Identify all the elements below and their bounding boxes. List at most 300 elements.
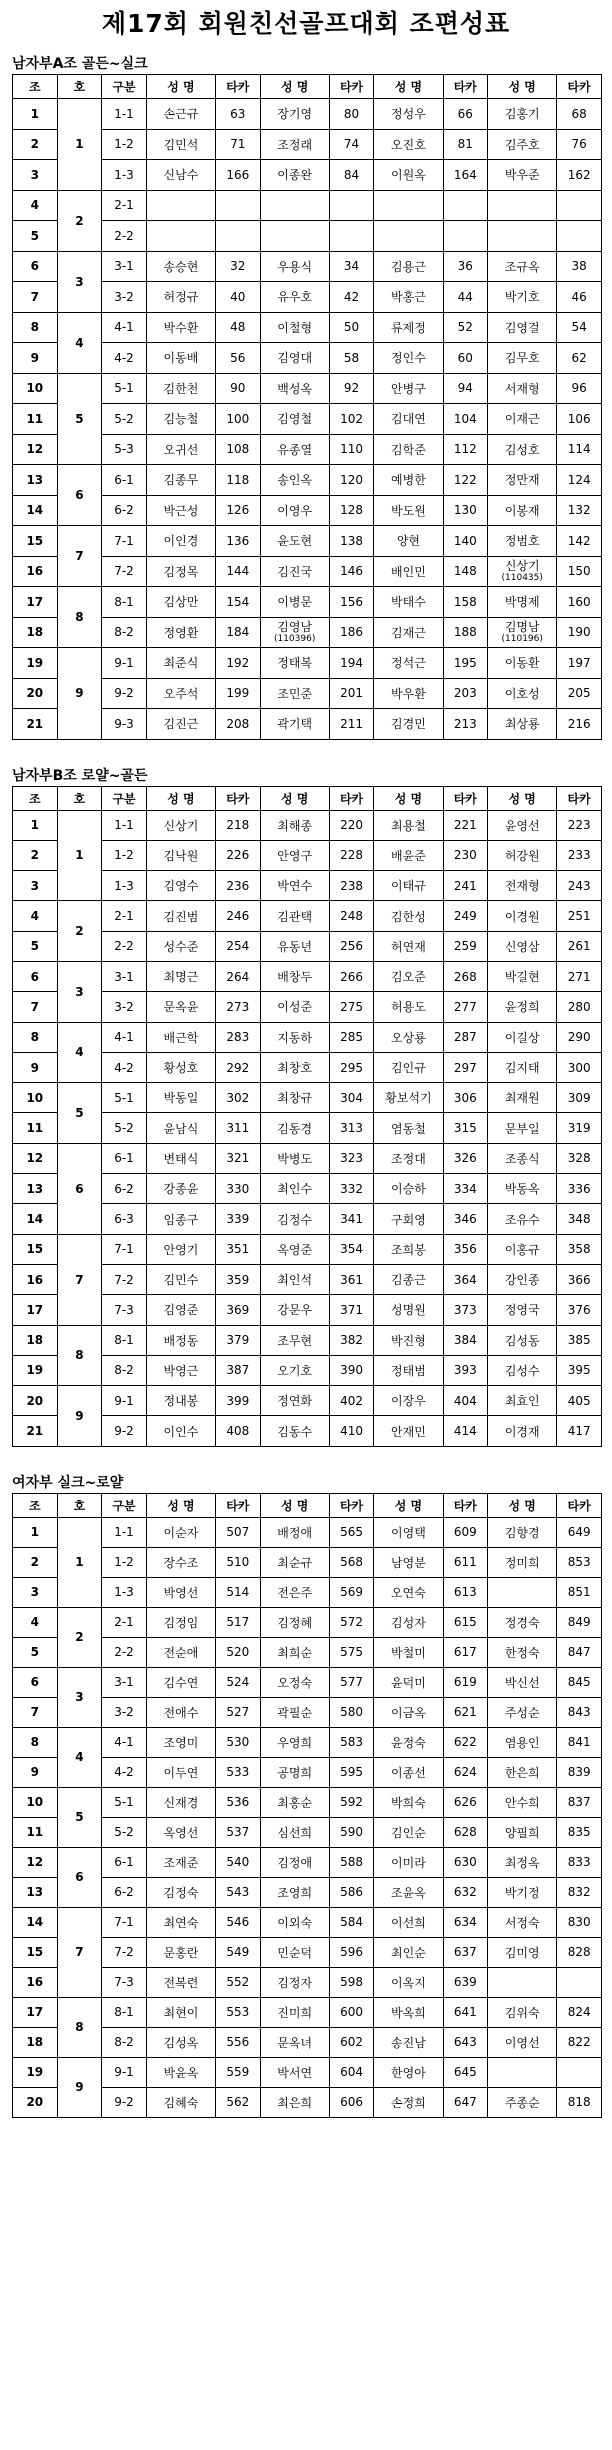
player-name: 박명제 <box>488 587 557 618</box>
player-tag: 851 <box>557 1577 602 1607</box>
player-name <box>488 2057 557 2087</box>
player-name: 박길현 <box>488 961 557 991</box>
player-tag: 562 <box>215 2087 260 2117</box>
player-name: 장수조 <box>146 1547 215 1577</box>
player-tag: 254 <box>215 931 260 961</box>
player-tag: 76 <box>557 129 602 160</box>
player-name: 김정자 <box>260 1967 329 1997</box>
hole-cell: 7 <box>57 1907 102 1997</box>
player-name: 김정목 <box>146 556 215 587</box>
player-tag: 148 <box>443 556 488 587</box>
player-tag: 393 <box>443 1355 488 1385</box>
gubun-cell: 2-1 <box>102 901 147 931</box>
player-tag: 634 <box>443 1907 488 1937</box>
hole-cell: 1 <box>57 810 102 901</box>
gubun-cell: 1-1 <box>102 1517 147 1547</box>
schedule-table <box>12 1493 602 2118</box>
player-name: 신상기 (110435) <box>488 556 557 587</box>
column-header: 호 <box>57 75 102 99</box>
player-tag: 32 <box>215 251 260 282</box>
jo-cell: 13 <box>13 1174 58 1204</box>
player-tag: 271 <box>557 961 602 991</box>
player-name: 최연숙 <box>146 1907 215 1937</box>
player-name: 전은주 <box>260 1577 329 1607</box>
player-tag: 339 <box>215 1204 260 1234</box>
player-tag: 203 <box>443 678 488 709</box>
player-tag: 118 <box>215 465 260 496</box>
player-name <box>260 221 329 252</box>
player-tag: 218 <box>215 810 260 840</box>
player-name: 김용근 <box>374 251 443 282</box>
player-name: 윤영선 <box>488 810 557 840</box>
player-tag: 236 <box>215 871 260 901</box>
player-tag: 569 <box>329 1577 374 1607</box>
player-name: 박우환 <box>374 678 443 709</box>
jo-cell: 19 <box>13 648 58 679</box>
player-tag: 520 <box>215 1637 260 1667</box>
column-header: 타카 <box>443 1493 488 1517</box>
table-row <box>13 465 602 496</box>
player-name: 양현 <box>374 526 443 557</box>
player-tag: 622 <box>443 1727 488 1757</box>
player-tag: 590 <box>329 1817 374 1847</box>
player-name: 김정숙 <box>146 1877 215 1907</box>
player-name: 예병한 <box>374 465 443 496</box>
hole-cell: 7 <box>57 526 102 587</box>
table-row <box>13 709 602 740</box>
player-name: 전복련 <box>146 1967 215 1997</box>
player-tag: 565 <box>329 1517 374 1547</box>
gubun-cell: 3-2 <box>102 282 147 313</box>
gubun-cell: 4-1 <box>102 1727 147 1757</box>
player-name: 김민석 <box>146 129 215 160</box>
player-name: 배정애 <box>260 1517 329 1547</box>
player-name: 최해종 <box>260 810 329 840</box>
player-tag: 408 <box>215 1416 260 1446</box>
player-name: 김재근 <box>374 617 443 648</box>
player-tag: 199 <box>215 678 260 709</box>
player-tag: 824 <box>557 1997 602 2027</box>
player-name: 최순규 <box>260 1547 329 1577</box>
player-tag: 197 <box>557 648 602 679</box>
player-name: 최인석 <box>260 1264 329 1294</box>
column-header: 타카 <box>215 786 260 810</box>
section <box>0 54 612 740</box>
player-tag: 110 <box>329 434 374 465</box>
player-tag: 517 <box>215 1607 260 1637</box>
jo-cell: 15 <box>13 1234 58 1264</box>
table-row <box>13 1607 602 1637</box>
table-row <box>13 282 602 313</box>
player-tag: 632 <box>443 1877 488 1907</box>
hole-cell: 7 <box>57 1234 102 1325</box>
player-name: 조민준 <box>260 678 329 709</box>
player-name: 김영수 <box>146 871 215 901</box>
jo-cell: 7 <box>13 282 58 313</box>
player-name: 문옥녀 <box>260 2027 329 2057</box>
player-tag: 559 <box>215 2057 260 2087</box>
hole-cell: 1 <box>57 99 102 191</box>
jo-cell: 8 <box>13 312 58 343</box>
column-header: 성 명 <box>488 1493 557 1517</box>
player-tag: 80 <box>329 99 374 130</box>
player-name: 최창규 <box>260 1083 329 1113</box>
player-name: 박홍근 <box>374 282 443 313</box>
player-name: 우용식 <box>260 251 329 282</box>
column-header: 조 <box>13 786 58 810</box>
player-name <box>260 190 329 221</box>
player-name: 이순자 <box>146 1517 215 1547</box>
player-tag: 164 <box>443 160 488 191</box>
player-tag: 330 <box>215 1174 260 1204</box>
player-name: 정석근 <box>374 648 443 679</box>
table-row <box>13 648 602 679</box>
gubun-cell: 5-1 <box>102 373 147 404</box>
player-name: 이태규 <box>374 871 443 901</box>
jo-cell: 8 <box>13 1727 58 1757</box>
player-name: 문부일 <box>488 1113 557 1143</box>
table-row <box>13 2027 602 2057</box>
player-name: 배윤준 <box>374 840 443 870</box>
player-tag: 184 <box>215 617 260 648</box>
table-row <box>13 160 602 191</box>
column-header: 성 명 <box>146 786 215 810</box>
table-row <box>13 1907 602 1937</box>
player-tag: 114 <box>557 434 602 465</box>
player-name: 오진호 <box>374 129 443 160</box>
player-tag: 321 <box>215 1143 260 1173</box>
player-tag: 609 <box>443 1517 488 1547</box>
player-tag: 120 <box>329 465 374 496</box>
player-tag: 216 <box>557 709 602 740</box>
player-tag: 146 <box>329 556 374 587</box>
player-tag: 292 <box>215 1052 260 1082</box>
gubun-cell: 9-1 <box>102 2057 147 2087</box>
gubun-cell: 9-1 <box>102 648 147 679</box>
player-tag: 580 <box>329 1697 374 1727</box>
player-name: 김홍기 <box>488 99 557 130</box>
table-row <box>13 251 602 282</box>
player-tag: 507 <box>215 1517 260 1547</box>
table-row <box>13 1204 602 1234</box>
column-header: 호 <box>57 786 102 810</box>
player-name: 최창호 <box>260 1052 329 1082</box>
player-tag: 54 <box>557 312 602 343</box>
player-name: 유우호 <box>260 282 329 313</box>
player-name: 주성순 <box>488 1697 557 1727</box>
player-name: 옥영준 <box>260 1234 329 1264</box>
player-name: 장기영 <box>260 99 329 130</box>
player-name: 최명근 <box>146 961 215 991</box>
jo-cell: 14 <box>13 495 58 526</box>
jo-cell: 20 <box>13 678 58 709</box>
player-tag: 60 <box>443 343 488 374</box>
player-name: 유동년 <box>260 931 329 961</box>
hole-cell: 3 <box>57 251 102 312</box>
player-tag: 641 <box>443 1997 488 2027</box>
jo-cell: 20 <box>13 2087 58 2117</box>
player-name: 이홍규 <box>488 1234 557 1264</box>
player-name: 민순덕 <box>260 1937 329 1967</box>
player-tag: 251 <box>557 901 602 931</box>
player-tag: 62 <box>557 343 602 374</box>
gubun-cell: 3-2 <box>102 1697 147 1727</box>
player-tag: 128 <box>329 495 374 526</box>
gubun-cell: 8-2 <box>102 1355 147 1385</box>
player-name: 허정규 <box>146 282 215 313</box>
player-name: 김혜숙 <box>146 2087 215 2117</box>
player-tag: 405 <box>557 1386 602 1416</box>
player-tag: 213 <box>443 709 488 740</box>
player-tag: 186 <box>329 617 374 648</box>
jo-cell: 12 <box>13 1143 58 1173</box>
gubun-cell: 1-2 <box>102 840 147 870</box>
table-row <box>13 1083 602 1113</box>
jo-cell: 14 <box>13 1204 58 1234</box>
table-row <box>13 2087 602 2117</box>
jo-cell: 2 <box>13 840 58 870</box>
gubun-cell: 2-1 <box>102 190 147 221</box>
player-name: 송진남 <box>374 2027 443 2057</box>
player-name: 박옥희 <box>374 1997 443 2027</box>
player-tag: 843 <box>557 1697 602 1727</box>
player-name <box>146 190 215 221</box>
table-row <box>13 1234 602 1264</box>
player-tag: 326 <box>443 1143 488 1173</box>
gubun-cell: 6-2 <box>102 1174 147 1204</box>
player-tag: 841 <box>557 1727 602 1757</box>
jo-cell: 1 <box>13 810 58 840</box>
table-row <box>13 961 602 991</box>
player-name: 서정숙 <box>488 1907 557 1937</box>
player-name: 이선희 <box>374 1907 443 1937</box>
player-name: 조유수 <box>488 1204 557 1234</box>
player-name: 오연숙 <box>374 1577 443 1607</box>
player-tag: 399 <box>215 1386 260 1416</box>
player-name: 김미영 <box>488 1937 557 1967</box>
column-header: 성 명 <box>146 75 215 99</box>
column-header: 성 명 <box>260 1493 329 1517</box>
player-tag: 818 <box>557 2087 602 2117</box>
player-name: 박동옥 <box>488 1174 557 1204</box>
player-tag: 361 <box>329 1264 374 1294</box>
hole-cell: 6 <box>57 465 102 526</box>
player-tag: 228 <box>329 840 374 870</box>
table-row <box>13 373 602 404</box>
player-tag: 268 <box>443 961 488 991</box>
player-name: 변태식 <box>146 1143 215 1173</box>
player-name: 조규옥 <box>488 251 557 282</box>
player-tag: 74 <box>329 129 374 160</box>
gubun-cell: 8-2 <box>102 2027 147 2057</box>
player-tag: 144 <box>215 556 260 587</box>
jo-cell: 1 <box>13 99 58 130</box>
column-header: 성 명 <box>374 786 443 810</box>
gubun-cell: 8-1 <box>102 1997 147 2027</box>
player-tag: 351 <box>215 1234 260 1264</box>
jo-cell: 9 <box>13 343 58 374</box>
player-tag: 366 <box>557 1264 602 1294</box>
player-tag: 192 <box>215 648 260 679</box>
player-tag: 230 <box>443 840 488 870</box>
player-tag: 66 <box>443 99 488 130</box>
player-tag: 233 <box>557 840 602 870</box>
player-name: 김영대 <box>260 343 329 374</box>
table-row <box>13 617 602 648</box>
column-header: 성 명 <box>374 75 443 99</box>
player-name: 손근규 <box>146 99 215 130</box>
player-name <box>374 190 443 221</box>
player-name: 김주호 <box>488 129 557 160</box>
player-name: 김진국 <box>260 556 329 587</box>
jo-cell: 18 <box>13 617 58 648</box>
column-header: 성 명 <box>260 786 329 810</box>
player-name: 주종순 <box>488 2087 557 2117</box>
player-tag: 527 <box>215 1697 260 1727</box>
player-name: 이동배 <box>146 343 215 374</box>
player-name: 윤남식 <box>146 1113 215 1143</box>
gubun-cell: 7-2 <box>102 556 147 587</box>
player-name: 박신선 <box>488 1667 557 1697</box>
gubun-cell: 8-1 <box>102 1325 147 1355</box>
player-tag: 835 <box>557 1817 602 1847</box>
gubun-cell: 9-3 <box>102 709 147 740</box>
header-row <box>13 786 602 810</box>
player-name: 조정대 <box>374 1143 443 1173</box>
player-name: 이영선 <box>488 2027 557 2057</box>
table-row <box>13 404 602 435</box>
player-tag: 382 <box>329 1325 374 1355</box>
player-name: 김위숙 <box>488 1997 557 2027</box>
player-tag: 853 <box>557 1547 602 1577</box>
player-name: 최효인 <box>488 1386 557 1416</box>
player-tag: 584 <box>329 1907 374 1937</box>
gubun-cell: 7-1 <box>102 526 147 557</box>
player-tag: 313 <box>329 1113 374 1143</box>
section-title: 남자부A조 골든~실크 <box>12 56 148 72</box>
hole-cell: 8 <box>57 587 102 648</box>
player-name: 박철미 <box>374 1637 443 1667</box>
player-tag: 140 <box>443 526 488 557</box>
player-tag: 44 <box>443 282 488 313</box>
jo-cell: 18 <box>13 2027 58 2057</box>
player-tag: 38 <box>557 251 602 282</box>
player-tag: 275 <box>329 992 374 1022</box>
gubun-cell: 5-2 <box>102 1817 147 1847</box>
player-name: 윤덕미 <box>374 1667 443 1697</box>
gubun-cell: 7-2 <box>102 1937 147 1967</box>
player-name: 허용도 <box>374 992 443 1022</box>
player-name: 이영우 <box>260 495 329 526</box>
player-tag: 283 <box>215 1022 260 1052</box>
player-tag: 615 <box>443 1607 488 1637</box>
table-row <box>13 1517 602 1547</box>
player-tag: 241 <box>443 871 488 901</box>
gubun-cell: 1-2 <box>102 129 147 160</box>
gubun-cell: 2-1 <box>102 1607 147 1637</box>
player-name: 이철형 <box>260 312 329 343</box>
player-tag: 315 <box>443 1113 488 1143</box>
gubun-cell: 8-1 <box>102 587 147 618</box>
table-row <box>13 810 602 840</box>
player-tag: 42 <box>329 282 374 313</box>
player-tag: 510 <box>215 1547 260 1577</box>
jo-cell: 7 <box>13 992 58 1022</box>
player-name: 진미희 <box>260 1997 329 2027</box>
player-name: 박수환 <box>146 312 215 343</box>
player-name: 이봉재 <box>488 495 557 526</box>
player-tag: 549 <box>215 1937 260 1967</box>
hole-cell: 5 <box>57 1083 102 1144</box>
jo-cell: 6 <box>13 251 58 282</box>
section <box>0 766 612 1447</box>
player-tag: 261 <box>557 931 602 961</box>
player-tag: 414 <box>443 1416 488 1446</box>
player-tag: 645 <box>443 2057 488 2087</box>
player-tag: 348 <box>557 1204 602 1234</box>
player-tag: 248 <box>329 901 374 931</box>
player-name: 안영구 <box>260 840 329 870</box>
player-name: 김성옥 <box>146 2027 215 2057</box>
player-tag: 58 <box>329 343 374 374</box>
player-tag: 583 <box>329 1727 374 1757</box>
player-tag <box>215 221 260 252</box>
player-tag: 332 <box>329 1174 374 1204</box>
player-tag: 647 <box>443 2087 488 2117</box>
player-name: 오상룡 <box>374 1022 443 1052</box>
jo-cell: 15 <box>13 526 58 557</box>
player-tag: 837 <box>557 1787 602 1817</box>
table-row <box>13 1787 602 1817</box>
hole-cell: 5 <box>57 373 102 465</box>
player-tag <box>329 221 374 252</box>
player-name: 전순애 <box>146 1637 215 1667</box>
gubun-cell: 7-3 <box>102 1967 147 1997</box>
player-name: 조정래 <box>260 129 329 160</box>
player-name: 강종윤 <box>146 1174 215 1204</box>
gubun-cell: 7-2 <box>102 1264 147 1294</box>
player-name: 정내봉 <box>146 1386 215 1416</box>
jo-cell: 8 <box>13 1022 58 1052</box>
player-name: 강인종 <box>488 1264 557 1294</box>
jo-cell: 11 <box>13 404 58 435</box>
player-tag: 136 <box>215 526 260 557</box>
player-tag: 304 <box>329 1083 374 1113</box>
player-tag: 201 <box>329 678 374 709</box>
player-tag: 524 <box>215 1667 260 1697</box>
player-tag: 190 <box>557 617 602 648</box>
table-row <box>13 840 602 870</box>
player-name: 김성수 <box>488 1355 557 1385</box>
player-name: 김영걸 <box>488 312 557 343</box>
jo-cell: 7 <box>13 1697 58 1727</box>
player-tag: 514 <box>215 1577 260 1607</box>
player-name: 김진범 <box>146 901 215 931</box>
jo-cell: 9 <box>13 1052 58 1082</box>
table-row <box>13 587 602 618</box>
player-name: 박윤옥 <box>146 2057 215 2087</box>
player-name: 김진근 <box>146 709 215 740</box>
player-name: 전재형 <box>488 871 557 901</box>
player-tag: 220 <box>329 810 374 840</box>
gubun-cell: 6-1 <box>102 465 147 496</box>
column-header: 타카 <box>329 1493 374 1517</box>
player-tag: 376 <box>557 1295 602 1325</box>
jo-cell: 15 <box>13 1937 58 1967</box>
gubun-cell: 9-2 <box>102 1416 147 1446</box>
jo-cell: 3 <box>13 871 58 901</box>
jo-cell: 19 <box>13 1355 58 1385</box>
